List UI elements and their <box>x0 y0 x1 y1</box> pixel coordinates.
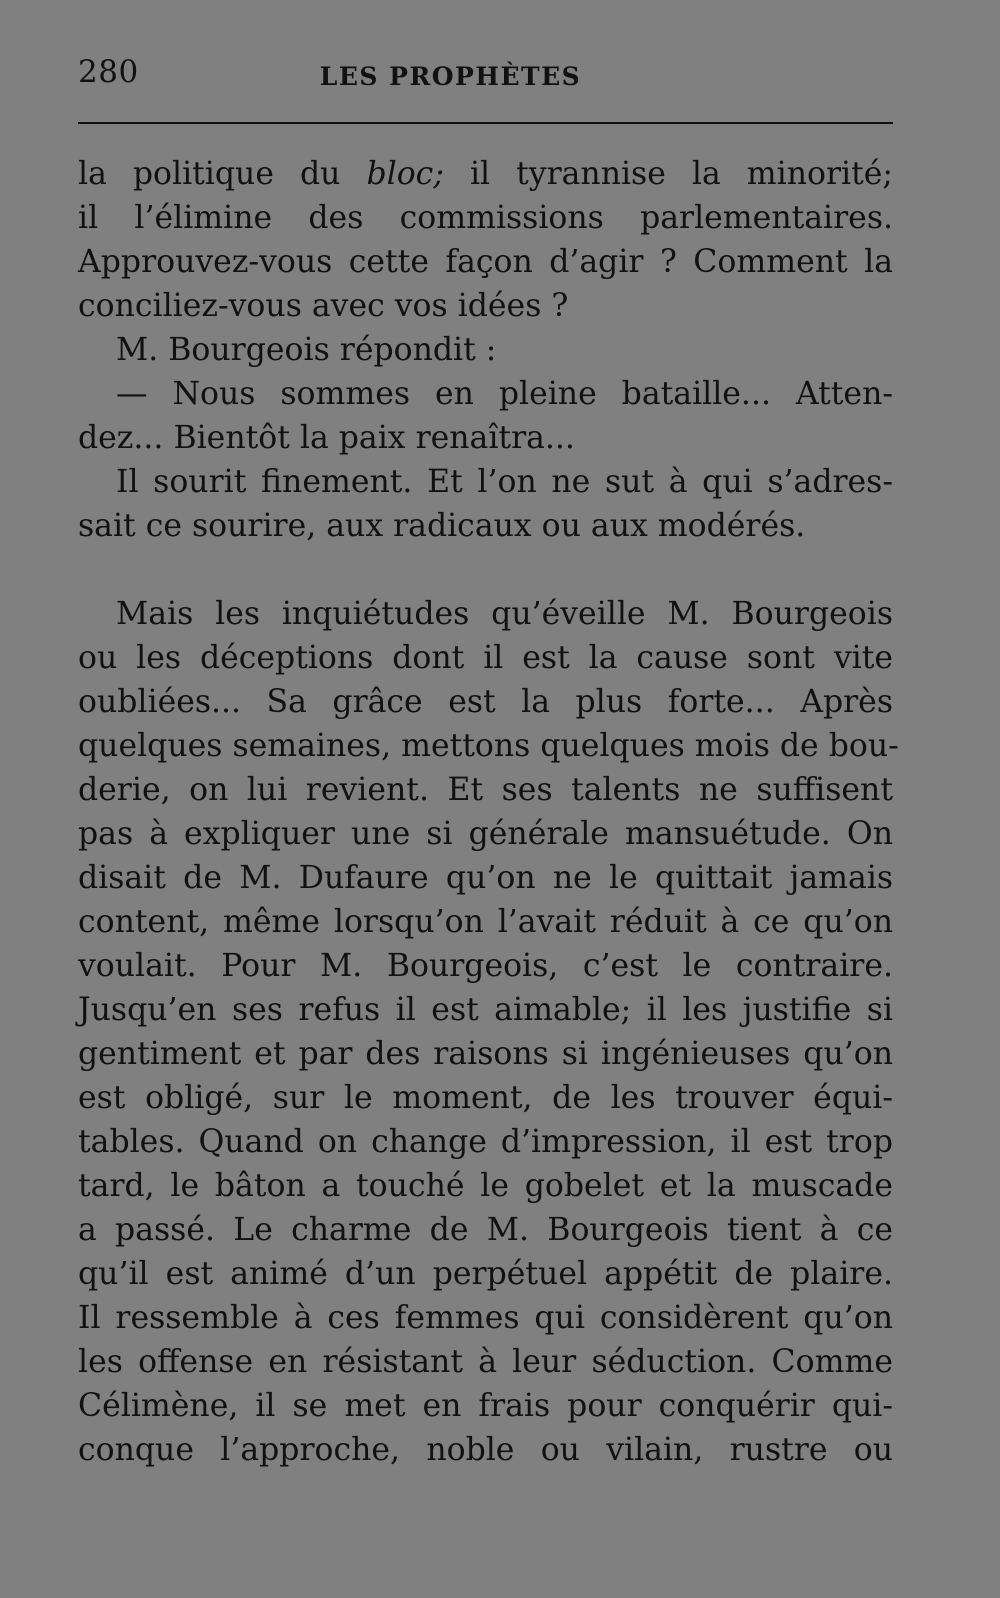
body-text <box>78 152 899 1472</box>
text-line: sait ce sourire, aux radicaux ou aux modérés. <box>78 508 806 544</box>
text-line: voulait. Pour M. Bourgeois, c’est le contraire. <box>78 948 893 984</box>
text-span: il tyrannise la minorité; <box>443 156 893 192</box>
text-line: Il ressemble à ces femmes qui considèrent qu’on <box>78 1300 893 1336</box>
text-line: est obligé, sur le moment, de les trouver équi- <box>78 1080 893 1116</box>
text-line <box>78 152 893 196</box>
text-line: M. Bourgeois répondit : <box>116 332 497 368</box>
text-line: disait de M. Dufaure qu’on ne le quittait jamais <box>78 860 893 896</box>
italic-word: bloc; <box>366 156 444 192</box>
header-rule <box>78 122 893 124</box>
text-span: la politique du <box>78 156 367 192</box>
text-line: oubliées... Sa grâce est la plus forte... Après <box>78 684 893 720</box>
page-number: 280 <box>78 54 139 90</box>
text-line: tard, le bâton a touché le gobelet et la muscade <box>78 1168 893 1204</box>
text-line: — Nous sommes en pleine bataille... Atten- <box>116 376 893 412</box>
text-line: tables. Quand on change d’impression, il est trop <box>78 1124 893 1160</box>
text-line: derie, on lui revient. Et ses talents ne suffisent <box>78 772 893 808</box>
text-line: Il sourit finement. Et l’on ne sut à qui s’adres- <box>116 464 893 500</box>
text-line: conque l’approche, noble ou vilain, rustre ou <box>78 1432 893 1468</box>
running-title: LES PROPHÈTES <box>319 62 582 91</box>
text-line: ou les déceptions dont il est la cause sont vite <box>78 640 893 676</box>
text-line: a passé. Le charme de M. Bourgeois tient à ce <box>78 1212 893 1248</box>
text-line: Approuvez-vous cette façon d’agir ? Comment la <box>78 244 893 280</box>
text-line: Mais les inquiétudes qu’éveille M. Bourgeois <box>116 596 893 632</box>
text-line: qu’il est animé d’un perpétuel appétit de plaire. <box>78 1256 893 1292</box>
text-line: il l’élimine des commissions parlementaires. <box>78 200 893 236</box>
text-line: content, même lorsqu’on l’avait réduit à ce qu’on <box>78 904 893 940</box>
text-line: les offense en résistant à leur séduction. Comme <box>78 1344 893 1380</box>
text-line: dez... Bientôt la paix renaîtra... <box>78 420 575 456</box>
book-page <box>78 48 899 1468</box>
text-line: gentiment et par des raisons si ingénieuses qu’on <box>78 1036 893 1072</box>
text-line: pas à expliquer une si générale mansuétude. On <box>78 816 893 852</box>
text-line: Jusqu’en ses refus il est aimable; il les justifie si <box>78 992 893 1028</box>
text-line: Célimène, il se met en frais pour conquérir qui- <box>78 1388 893 1424</box>
section-break <box>78 548 893 592</box>
text-line: conciliez-vous avec vos idées ? <box>78 288 569 324</box>
text-line: quelques semaines, mettons quelques mois de bou- <box>78 728 899 764</box>
running-head <box>78 48 893 108</box>
